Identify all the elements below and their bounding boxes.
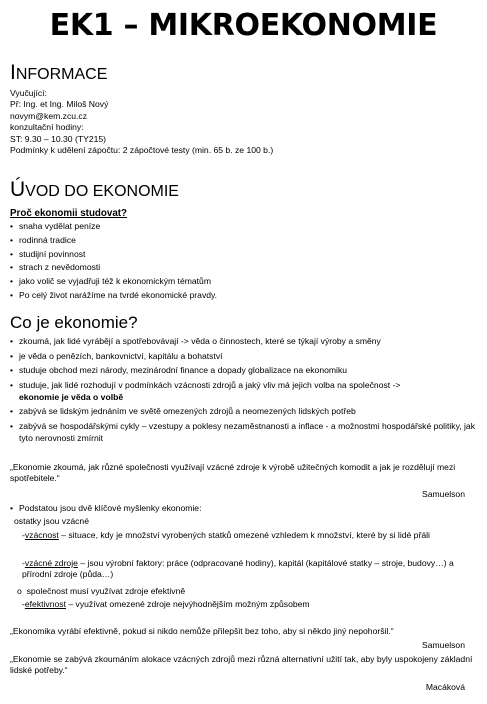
list-item: • zabývá se hospodářskými cykly – vzestupy a poklesy nezaměstnanosti a inflace - a možnostmi hospodářské politiky, jak tyto nerovnosti zmírnit (10, 420, 475, 443)
heading-uvod: ÚVOD DO EKONOMIE (10, 178, 179, 201)
quote-samuelson-2: „Ekonomika vyrábí efektivně, pokud si nikdo nemůže přilepšit bez toho, aby si někdo jiný nepohoršil.“ (10, 626, 394, 636)
info-line: konzultační hodiny: (10, 122, 84, 133)
list-item: • je věda o penězích, bankovnictví, kapitálu a bohatství (10, 350, 223, 361)
list-item: • studijní povinnost (10, 248, 86, 259)
info-line: Podmínky k udělení zápočtu: 2 zápočtové testy (min. 65 b. ze 100 b.) (10, 145, 274, 156)
list-item: • studuje obchod mezi národy, mezinárodní finance a dopady globalizace na ekonomiku (10, 365, 348, 376)
info-line: Př: Ing. et Ing. Miloš Nový (10, 99, 109, 110)
ideas-list (10, 503, 482, 514)
list-item: • jako volič se vyjadřuji též k ekonomickým tématům (10, 276, 211, 287)
quote-author: Macáková (425, 682, 465, 692)
list-item: • studuje, jak lidé rozhodují v podmínkách vzácnosti zdrojů a jaký vliv má jejich volba na společnost -> ekonomie je věda o volbě (10, 379, 401, 402)
definition-vzacnost: -vzácnost – situace, kdy je množství vyrobených statků omezené vzhledem k množství, které by si lidé přáli (22, 530, 430, 540)
info-line: novym@kem.zcu.cz (10, 110, 88, 121)
definition-vzacne-zdroje: -vzácné zdroje – jsou výrobní faktory: práce (odpracované hodiny), kapitál (kapitálové statky – stroje, budovy…) a přírodní zdroje (půda…) (22, 558, 454, 580)
proc-list (10, 221, 482, 304)
ideas-sub-item: o společnost musí využívat zdroje efektivně (17, 586, 186, 596)
bold-phrase: ekonomie je věda o volbě (19, 391, 124, 402)
list-item: • Podstatou jsou dvě klíčové myšlenky ekonomie: (10, 503, 202, 513)
info-line: Vyučující: (10, 88, 47, 98)
definition-efektivnost: -efektivnost – využívat omezené zdroje nejvýhodnějším možným způsobem (22, 599, 310, 609)
quote-author: Samuelson (422, 640, 465, 650)
proc-heading: Proč ekonomii studovat? (10, 208, 128, 219)
quote-author: Samuelson (422, 489, 465, 499)
list-item: • zabývá se lidským jednáním ve světě omezených zdrojů a neomezených lidských potřeb (10, 406, 356, 417)
list-item: • rodinná tradice (10, 234, 76, 245)
ideas-sub-item: ostatky jsou vzácné (14, 516, 89, 526)
quote-macakova: „Ekonomie se zabývá zkoumáním alokace vzácných zdrojů mezi různá alternativní užití tak, aby byly uspokojeny základní lidské potřeby.“ (10, 654, 473, 676)
quote-samuelson-1: „Ekonomie zkoumá, jak různé společnosti využívají vzácné zdroje k výrobě užitečných komodit a jak je rozdělují mezi spotřebitele.“ (10, 462, 456, 484)
heading-informace: INFORMACE (10, 61, 108, 84)
list-item: • strach z nevědomosti (10, 262, 101, 273)
list-item: • Po celý život narážíme na tvrdé ekonomické pravdy. (10, 289, 218, 300)
info-line: ST: 9.30 – 10.30 (TY215) (10, 133, 107, 144)
info-block (10, 88, 480, 156)
list-item: • snaha vydělat peníze (10, 221, 101, 231)
page-title: EK1 – MIKROEKONOMIE (49, 8, 438, 43)
list-item: • zkoumá, jak lidé vyrábějí a spotřebovávají -> věda o činnostech, které se týkají výroby a směny (10, 336, 381, 346)
co-list (10, 335, 482, 447)
co-heading: Co je ekonomie? (10, 313, 138, 332)
